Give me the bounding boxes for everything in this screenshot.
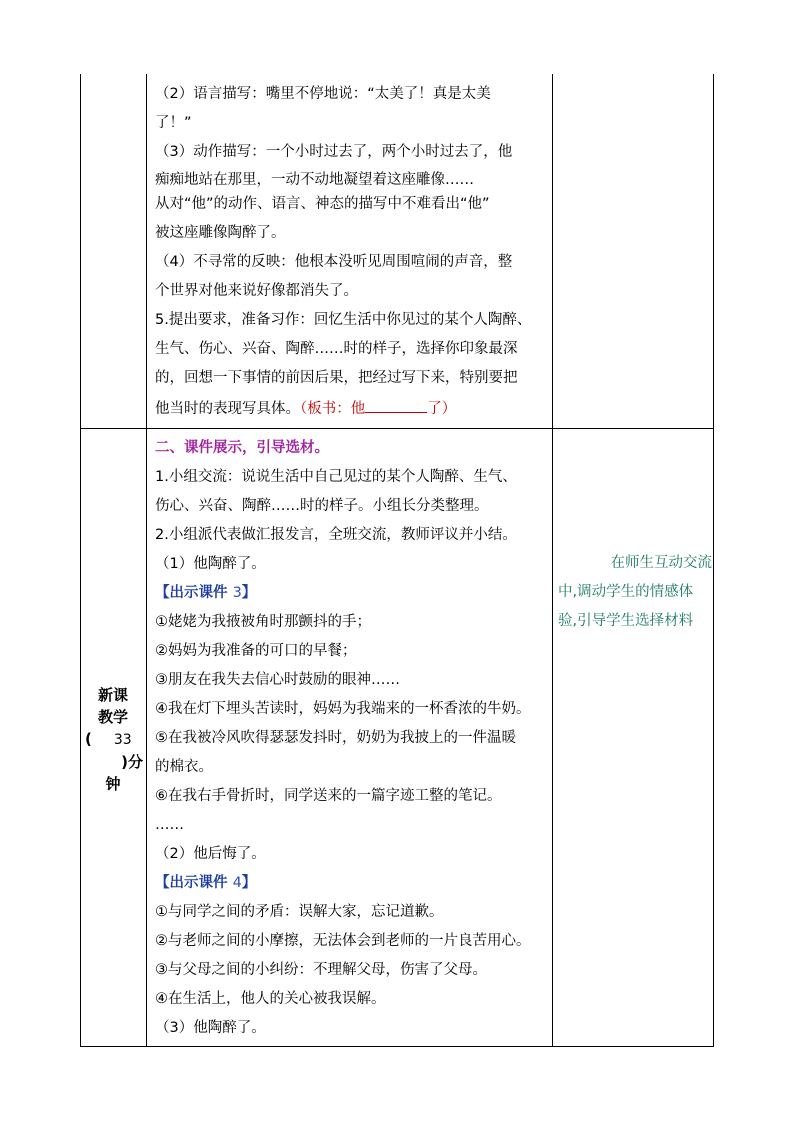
document-page: 新课 教学 ( 33 )分 钟 （2）语言描写：嘴里不停地说：“太美了！真是太美 了！” （3）动作描写：一个小时过去了，两个小时过去了，他 痴痴地站在那里，一动不动地凝望着这座雕像…… 从对“他”的动作、语言、神态的描写中不难看出“他” 被这座雕像陶醉了。 （4）不寻常的反映：他根本没听见周围喧闹的声音，整 个世界对他来说好像都消失了。 5.提出要求，准备习作：回忆生活中你见过的某个人陶醉、 生气、伤心、兴奋、陶醉……时的样子，选择你印象最深 的，回想一下事情的前因后果，把经过写下来，特别要把 他当时的表现写具体。（板书：他 了） 二、课件展示，引导选材。 1.小组交流：说说生活中自己见过的某个人陶醉、生气、 伤心、兴奋、陶醉……时的样子。小组长分类整理。 2.小组派代表做汇报发言，全班交流，教师评议并小结。 （1）他陶醉了。 【出示课件 3】 ①姥姥为我掖被角时那颤抖的手； ②妈妈为我准备的可口的早餐； ③朋友在我失去信心时鼓励的眼神…… ④我在灯下埋头苦读时，妈妈为我端来的一杯香浓的牛奶。 ⑤在我被冷风吹得瑟瑟发抖时，奶奶为我披上的一件温暖 的棉衣。 ⑥在我右手骨折时，同学送来的一篇字迹工整的笔记。 …… （2）他后悔了。 【出示课件 4】 ①与同学之间的矛盾：误解大家，忘记道歉。 ②与老师之间的小摩擦，无法体会到老师的一片良苦用心。 ③与父母之间的小纠纷：不理解父母，伤害了父母。 ④在生活上，他人的关心被我误解。 （3）他陶醉了。 在师生互动交流 中,调动学生的情感体 验,引导学生选择材料 (0, 0, 794, 1123)
table-border-left (80, 74, 81, 1047)
list-item: ③与父母之间的小纠纷：不理解父母，伤害了父母。 (155, 962, 487, 978)
list-item: ①与同学之间的矛盾：误解大家，忘记道歉。 (155, 904, 444, 920)
list-item: ②妈妈为我准备的可口的早餐； (155, 643, 357, 659)
list-item: ④我在灯下埋头苦读时，妈妈为我端来的一杯香浓的牛奶。 (155, 701, 531, 717)
list-item: ⑤在我被冷风吹得瑟瑟发抖时，奶奶为我披上的一件温暖 (155, 730, 516, 746)
list-item: 的棉衣。 (155, 759, 213, 775)
list-item: ①姥姥为我掖被角时那颤抖的手； (155, 614, 371, 630)
text-line: （3）动作描写：一个小时过去了，两个小时过去了，他 (155, 144, 513, 160)
text-line: 了！” (155, 115, 192, 131)
text-line: 的，回想一下事情的前因后果，把经过写下来，特别要把 (155, 370, 518, 386)
table-border-bottom (80, 1046, 714, 1047)
text-line: （2）语言描写：嘴里不停地说：“太美了！真是太美 (155, 86, 491, 102)
list-item: ⑥在我右手骨折时，同学送来的一篇字迹工整的笔记。 (155, 788, 502, 804)
table-row-divider (80, 428, 714, 429)
text-line: （1）他陶醉了。 (155, 556, 266, 572)
table-border-col2 (552, 74, 553, 1047)
list-item: ④在生活上，他人的关心被我误解。 (155, 991, 386, 1007)
text-line: 伤心、兴奋、陶醉……时的样子。小组长分类整理。 (155, 498, 489, 514)
text-line: 2.小组派代表做汇报发言，全班交流，教师评议并小结。 (155, 527, 517, 543)
text-line: 从对“他”的动作、语言、神态的描写中不难看出“他” (155, 196, 490, 212)
table-border-right (713, 74, 714, 1047)
section-heading: 二、课件展示，引导选材。 (155, 440, 329, 456)
list-item: ②与老师之间的小摩擦，无法体会到老师的一片良苦用心。 (155, 933, 531, 949)
text-line: 个世界对他来说好像都消失了。 (155, 283, 358, 299)
text-line: 1.小组交流：说说生活中自己见过的某个人陶醉、生气、 (155, 469, 517, 485)
text-line: （3）他陶醉了。 (155, 1020, 266, 1036)
text-line: 5.提出要求，准备习作：回忆生活中你见过的某个人陶醉、 (155, 312, 532, 328)
text-line: 生气、伤心、兴奋、陶醉……时的样子，选择你印象最深 (155, 341, 518, 357)
text-line: 他当时的表现写具体。（板书：他 了） (155, 397, 456, 419)
text-line: （4）不寻常的反映：他根本没听见周围喧闹的声音，整 (155, 254, 513, 270)
table-border-col1 (146, 74, 147, 1047)
text-line: 被这座雕像陶醉了。 (155, 225, 286, 241)
board-note: （板书：他 了） (300, 401, 456, 417)
text-line: 痴痴地站在那里，一动不动地凝望着这座雕像…… (155, 172, 474, 188)
list-item: ③朋友在我失去信心时鼓励的眼神…… (155, 672, 400, 688)
courseware-label: 【出示课件 3】 (155, 585, 257, 601)
courseware-label: 【出示课件 4】 (155, 875, 257, 891)
list-item: …… (155, 817, 184, 833)
text-line: （2）他后悔了。 (155, 846, 266, 862)
section-label: 新课 教学 ( 33 )分 钟 (85, 686, 143, 793)
